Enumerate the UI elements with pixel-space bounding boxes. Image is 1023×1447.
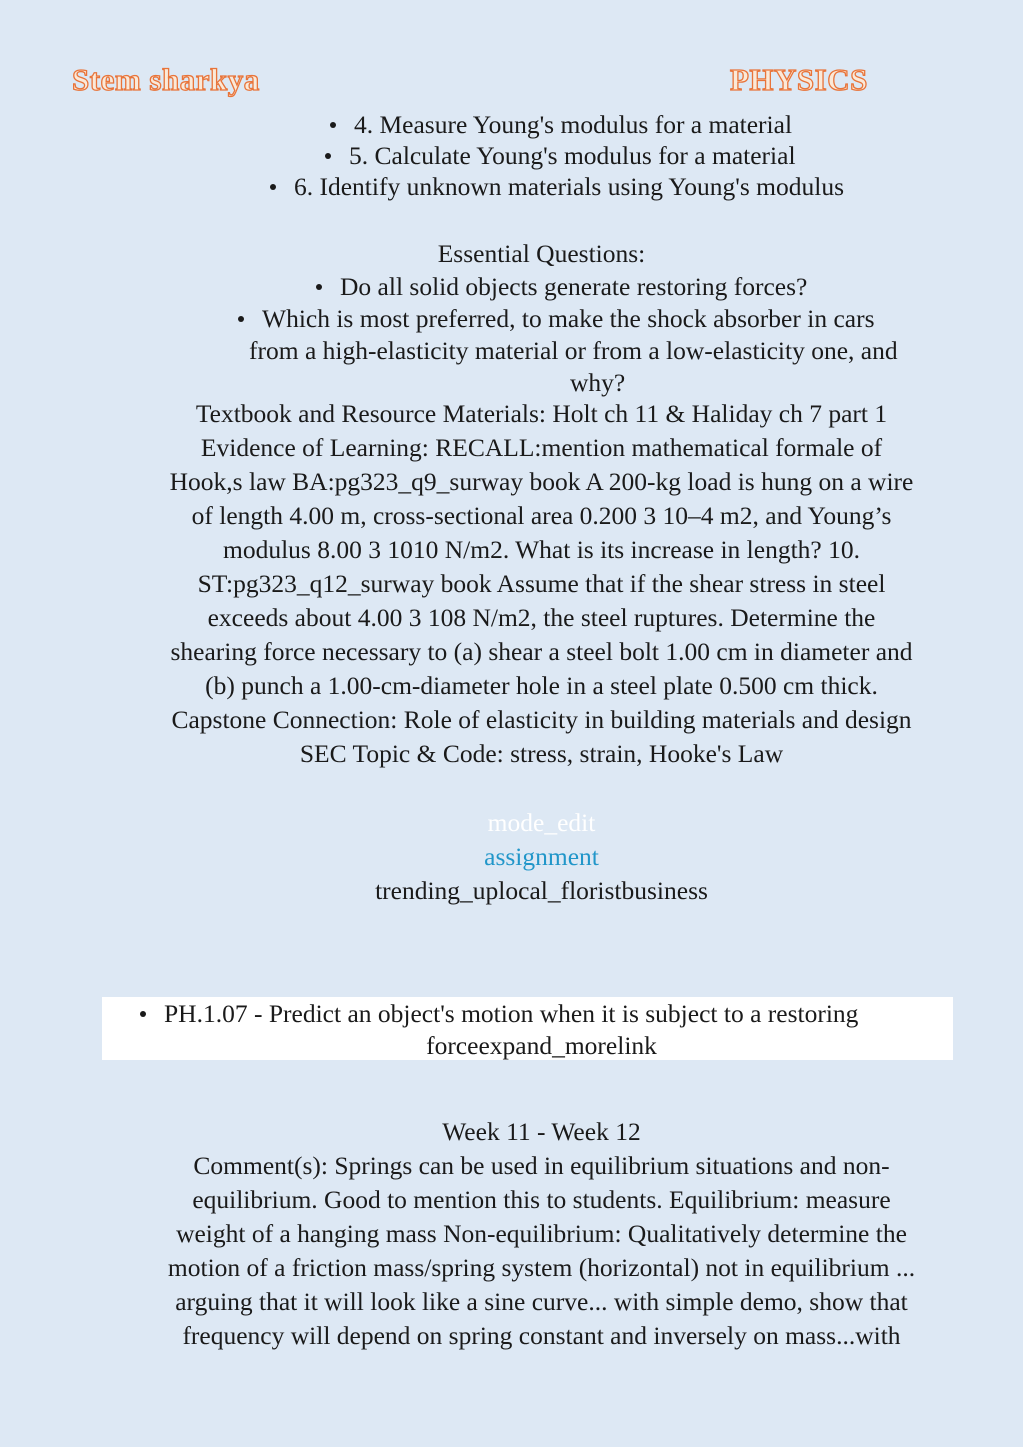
essential-question-item: Which is most preferred, to make the shock absorber in cars <box>238 303 875 335</box>
body-line: Hook,s law BA:pg323_q9_surway book A 200-kg load is hung on a wire <box>169 467 914 496</box>
comment-line: frequency will depend on spring constant and inversely on mass...with <box>182 1321 901 1350</box>
body-line: Textbook and Resource Materials: Holt ch 11 & Haliday ch 7 part 1 <box>195 399 888 428</box>
body-line: ST:pg323_q12_surway book Assume that if the shear stress in steel <box>197 569 886 598</box>
bullet-icon <box>325 153 331 159</box>
body-line: (b) punch a 1.00-cm-diameter hole in a steel plate 0.500 cm thick. <box>205 671 878 700</box>
week-range: Week 11 - Week 12 <box>442 1117 641 1146</box>
header-left-title: Stem sharkya <box>72 62 260 97</box>
bullet-icon <box>238 316 244 322</box>
bullet-icon <box>140 1011 146 1017</box>
trending-icons-text: trending_uplocal_floristbusiness <box>375 876 708 905</box>
standard-expand-link[interactable]: forceexpand_morelink <box>426 1031 657 1060</box>
header-right-title: PHYSICS <box>730 62 868 97</box>
bullet-icon <box>270 184 276 190</box>
body-line: shearing force necessary to (a) shear a steel bolt 1.00 cm in diameter and <box>170 637 913 666</box>
objective-item: 5. Calculate Young's modulus for a material <box>325 140 796 172</box>
bullet-icon <box>316 284 322 290</box>
body-line: exceeds about 4.00 3 108 N/m2, the steel ruptures. Determine the <box>207 603 876 632</box>
essential-questions-heading: Essential Questions: <box>437 239 646 268</box>
comment-line: weight of a hanging mass Non-equilibrium: Qualitatively determine the <box>176 1219 907 1248</box>
comment-line: Comment(s): Springs can be used in equilibrium situations and non- <box>193 1151 890 1180</box>
bullet-icon <box>330 122 336 128</box>
body-line: of length 4.00 m, cross-sectional area 0.200 3 10–4 m2, and Young’s <box>191 501 892 530</box>
essential-question-continuation: from a high-elasticity material or from a low-elasticity one, and <box>249 336 898 365</box>
essential-question-item: Do all solid objects generate restoring forces? <box>316 271 807 303</box>
assignment-link[interactable]: assignment <box>484 842 599 871</box>
body-line: modulus 8.00 3 1010 N/m2. What is its increase in length? 10. <box>223 535 860 564</box>
essential-question-continuation: why? <box>570 368 626 397</box>
comment-line: equilibrium. Good to mention this to students. Equilibrium: measure <box>192 1185 891 1214</box>
objective-item: 4. Measure Young's modulus for a material <box>330 109 792 141</box>
objective-item: 6. Identify unknown materials using Young's modulus <box>270 171 844 203</box>
comment-line: arguing that it will look like a sine curve... with simple demo, show that <box>175 1287 908 1316</box>
comment-line: motion of a friction mass/spring system (horizontal) not in equilibrium ... <box>167 1253 916 1282</box>
mode-edit-icon[interactable]: mode_edit <box>487 808 596 837</box>
body-line: SEC Topic & Code: stress, strain, Hooke's Law <box>299 739 784 768</box>
standard-item: PH.1.07 - Predict an object's motion when it is subject to a restoring <box>140 998 858 1030</box>
body-line: Evidence of Learning: RECALL:mention mathematical formale of <box>200 433 883 462</box>
body-line: Capstone Connection: Role of elasticity in building materials and design <box>171 705 912 734</box>
